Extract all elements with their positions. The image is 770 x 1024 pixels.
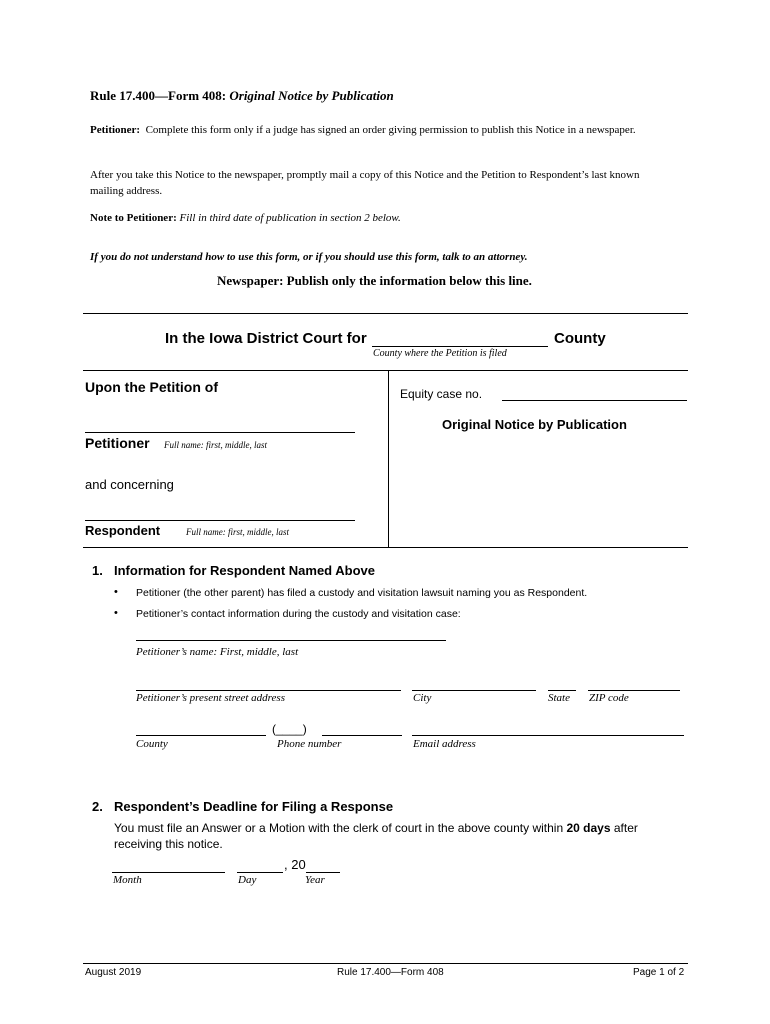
petitioner-contact-name-hint: Petitioner’s name: First, middle, last xyxy=(136,646,299,658)
petitioner-instruction xyxy=(90,122,650,138)
deadline-text-after: after receiving this notice. xyxy=(114,821,638,851)
equity-case-field[interactable] xyxy=(502,400,687,401)
respondent-hint: Full name: first, middle, last xyxy=(186,527,289,537)
note-text: Fill in third date of publication in section 2 below. xyxy=(179,212,401,224)
day-field[interactable] xyxy=(237,872,283,873)
respondent-label: Respondent xyxy=(85,523,161,538)
note-to-petitioner xyxy=(90,212,401,224)
contact-county-hint: County xyxy=(136,738,168,750)
section2-number: 2. xyxy=(92,799,103,814)
date-separator: , 20 xyxy=(284,857,306,872)
section1-title: Information for Respondent Named Above xyxy=(114,563,375,578)
zip-hint: ZIP code xyxy=(589,692,629,704)
year-field[interactable] xyxy=(306,872,340,873)
deadline-text-before: You must file an Answer or a Motion with the clerk of court in the above county within xyxy=(114,821,567,835)
phone-number-field[interactable] xyxy=(322,735,402,736)
equity-case-label: Equity case no. xyxy=(400,387,483,401)
county-hint: County where the Petition is filed xyxy=(373,348,507,359)
petitioner-instruction-label: Petitioner: xyxy=(90,124,141,136)
form-rule-title: Original Notice by Publication xyxy=(229,88,394,103)
section2-title: Respondent’s Deadline for Filing a Response xyxy=(114,799,394,814)
deadline-text xyxy=(114,820,674,852)
notice-title: Original Notice by Publication xyxy=(442,417,627,432)
respondent-name-field[interactable] xyxy=(85,520,355,521)
month-field[interactable] xyxy=(112,872,225,873)
section1-bullet2: Petitioner’s contact information during the custody and visitation case: xyxy=(136,608,461,620)
city-hint: City xyxy=(413,692,432,704)
deadline-days: 20 days xyxy=(566,821,611,835)
email-field[interactable] xyxy=(412,735,684,736)
bullet-icon: • xyxy=(114,586,118,598)
footer-rule xyxy=(83,963,688,964)
email-hint: Email address xyxy=(413,738,476,750)
and-concerning-label: and concerning xyxy=(85,477,174,492)
note-label: Note to Petitioner: xyxy=(90,212,177,224)
petitioner-instruction-text: Complete this form only if a judge has signed an order giving permission to publish this Notice in a newspaper. xyxy=(145,124,636,136)
form-title xyxy=(90,88,394,104)
phone-hint: Phone number xyxy=(277,738,342,750)
footer-date: August 2019 xyxy=(85,967,142,978)
petitioner-name-field[interactable] xyxy=(85,432,355,433)
caption-divider xyxy=(388,370,389,548)
petitioner-label: Petitioner xyxy=(85,435,150,451)
section1-bullet1: Petitioner (the other parent) has filed a custody and visitation lawsuit naming you as Respondent. xyxy=(136,587,588,599)
petitioner-contact-name-field[interactable] xyxy=(136,640,446,641)
county-field[interactable] xyxy=(372,346,548,347)
newspaper-instruction: Newspaper: Publish only the information below this line. xyxy=(217,273,532,288)
form-rule-prefix: Rule 17.400—Form 408: xyxy=(90,88,230,103)
day-hint: Day xyxy=(238,874,257,886)
attorney-advice: If you do not understand how to use this form, or if you should use this form, talk to an attorney. xyxy=(90,251,528,263)
petitioner-hint: Full name: first, middle, last xyxy=(164,440,267,450)
publish-divider xyxy=(83,313,688,314)
footer-page: Page 1 of 2 xyxy=(633,967,685,978)
court-heading-suffix: County xyxy=(554,330,606,347)
caption-top-rule xyxy=(83,370,688,371)
court-heading-prefix: In the Iowa District Court for xyxy=(165,330,367,347)
after-instruction: After you take this Notice to the newspaper, promptly mail a copy of this Notice and the Petition to Respondent’s last known mailing address. xyxy=(90,169,640,197)
year-hint: Year xyxy=(305,874,325,886)
bullet-icon: • xyxy=(114,607,118,619)
city-field[interactable] xyxy=(412,690,536,691)
upon-petition-label: Upon the Petition of xyxy=(85,379,218,395)
phone-area-code-field[interactable]: (____) xyxy=(272,722,307,736)
state-field[interactable] xyxy=(548,690,576,691)
caption-bottom-rule xyxy=(83,547,688,548)
footer-form: Rule 17.400—Form 408 xyxy=(337,967,444,978)
month-hint: Month xyxy=(113,874,142,886)
street-address-hint: Petitioner’s present street address xyxy=(136,692,285,704)
state-hint: State xyxy=(548,692,570,704)
zip-field[interactable] xyxy=(588,690,680,691)
street-address-field[interactable] xyxy=(136,690,401,691)
contact-county-field[interactable] xyxy=(136,735,266,736)
section1-number: 1. xyxy=(92,563,103,578)
